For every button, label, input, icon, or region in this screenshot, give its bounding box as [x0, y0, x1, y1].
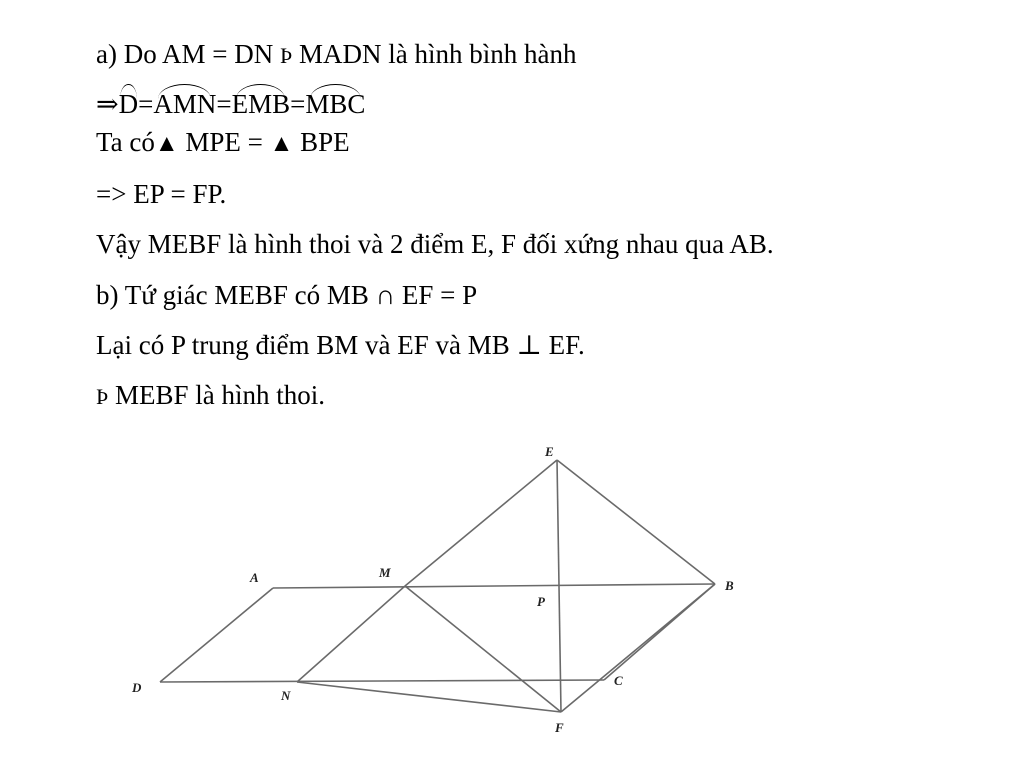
- label-m: M: [379, 565, 391, 580]
- line-3-end: BPE: [293, 127, 350, 157]
- segment-ad: [160, 588, 273, 682]
- segment-me: [405, 460, 557, 586]
- segment-dc: [160, 680, 604, 682]
- line-4-text: => EP = FP.: [96, 179, 227, 209]
- label-b: B: [725, 578, 734, 593]
- segment-mn: [297, 586, 405, 682]
- label-e: E: [545, 444, 554, 459]
- equals: =: [290, 89, 306, 119]
- label-c: C: [614, 673, 623, 688]
- label-p: P: [537, 594, 545, 609]
- line-7-end: EF.: [541, 330, 585, 360]
- perpendicular-symbol: ⊥: [516, 330, 542, 360]
- segment-nf: [297, 682, 561, 712]
- angle-d: D: [118, 89, 139, 119]
- line-6-text: b) Tứ giác MEBF có MB: [96, 280, 376, 310]
- implies-symbol: Þ: [96, 384, 109, 409]
- label-n: N: [281, 688, 291, 703]
- line-3-mid: MPE =: [178, 127, 270, 157]
- triangle-icon: ▲: [269, 131, 294, 157]
- angle-mbc: MBC: [305, 89, 366, 119]
- label-f: F: [555, 720, 564, 735]
- angle-amn: AMN: [153, 89, 217, 119]
- arrow-symbol: ⇒: [96, 89, 119, 119]
- intersection-symbol: ∩: [375, 280, 396, 310]
- label-a: A: [250, 570, 259, 585]
- line-3-text: Ta có: [96, 127, 155, 157]
- line-1-text-end: MADN là hình bình hành: [292, 39, 577, 69]
- segment-ab: [273, 584, 715, 588]
- segment-bf: [561, 584, 715, 712]
- equals: =: [138, 89, 154, 119]
- label-d: D: [132, 680, 142, 695]
- implies-symbol: Þ: [279, 43, 293, 68]
- line-5-text: Vậy MEBF là hình thoi và 2 điểm E, F đối xứng nhau qua AB.: [96, 229, 774, 259]
- line-6-end: EF = P: [395, 280, 478, 310]
- line-1-text: a) Do AM = DN: [96, 39, 280, 69]
- segment-eb: [557, 460, 715, 584]
- line-7-text: Lại có P trung điểm BM và EF và MB: [96, 330, 517, 360]
- line-8-text: MEBF là hình thoi.: [108, 380, 326, 410]
- triangle-icon: ▲: [154, 131, 179, 157]
- equals: =: [216, 89, 232, 119]
- angle-emb: EMB: [231, 89, 291, 119]
